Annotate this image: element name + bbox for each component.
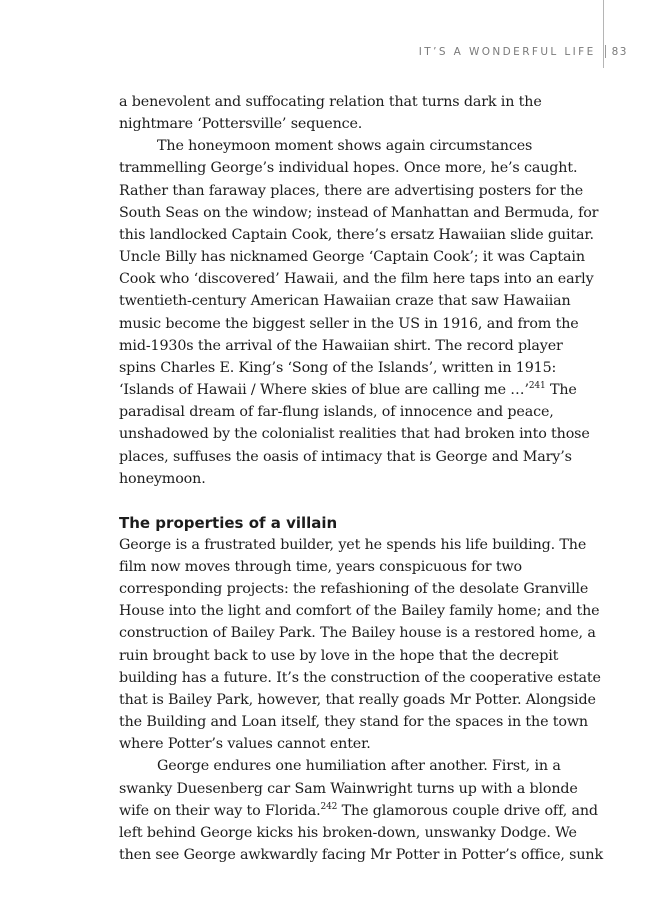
paragraph-text: The glamorous couple drive off, and left behind George kicks his broken-down, unswanky Dodge. We then see George awkwardly facing Mr Potter in Potter’s office, sunk: [119, 802, 603, 863]
running-title: IT’S A WONDERFUL LIFE: [418, 45, 596, 58]
body-text: [119, 91, 603, 866]
footnote-ref-242: 242: [320, 801, 338, 812]
section-heading: The properties of a villain: [119, 513, 338, 532]
paragraph-honeymoon: [119, 135, 603, 490]
paragraph-text: George endures one humiliation after another. First, in a swanky Duesenberg car Sam Wainwright turns up with a blonde wife on their way to Florida.: [119, 758, 578, 819]
footnote-ref-241: 241: [528, 381, 546, 392]
header-divider: [605, 45, 606, 58]
paragraph-humiliation: [119, 755, 603, 866]
paragraph-continued: a benevolent and suffocating relation that turns dark in the nightmare ‘Pottersville’ sequence.: [119, 94, 542, 133]
paragraph-text: The honeymoon moment shows again circumstances trammelling George’s individual hopes. Once more, he’s caught. Rather than faraway places, there are advertising posters for the South Seas on the window; instead of Manhattan and Bermuda, for this landlocked Captain Cook, there’s ersatz Hawaiian slide guitar. Uncle Billy has nicknamed George ‘Captain Cook’; it was Captain Cook who ‘discovered’ Hawaii, and the film here taps into an early twentieth-century American Hawaiian craze that saw Hawaiian music become the biggest seller in the US in 1916, and from the mid-1930s the arrival of the Hawaiian shirt. The record player spins Charles E. King’s ‘Song of the Islands’, written in 1915: ‘Islands of Hawaii / Where skies of blue are calling me …’: [119, 138, 599, 399]
page-number: 83: [611, 45, 628, 58]
paragraph-text: The paradisal dream of far-flung islands, of innocence and peace, unshadowed by the colonialist realities that had broken into those places, suffuses the oasis of intimacy that is George and Mary’s honeymoon.: [119, 382, 590, 487]
running-header: [419, 45, 628, 58]
paragraph-builder: George is a frustrated builder, yet he spends his life building. The film now moves through time, years conspicuous for two corresponding projects: the refashioning of the desolate Granville House into the light and comfort of the Bailey family home; and the construction of Bailey Park. The Bailey house is a restored home, a ruin brought back to use by love in the hope that the decrepit building has a future. It’s the construction of the cooperative estate that is Bailey Park, however, that really goads Mr Potter. Alongside the Building and Loan itself, they stand for the spaces in the town where Potter’s values cannot enter.: [119, 536, 601, 753]
